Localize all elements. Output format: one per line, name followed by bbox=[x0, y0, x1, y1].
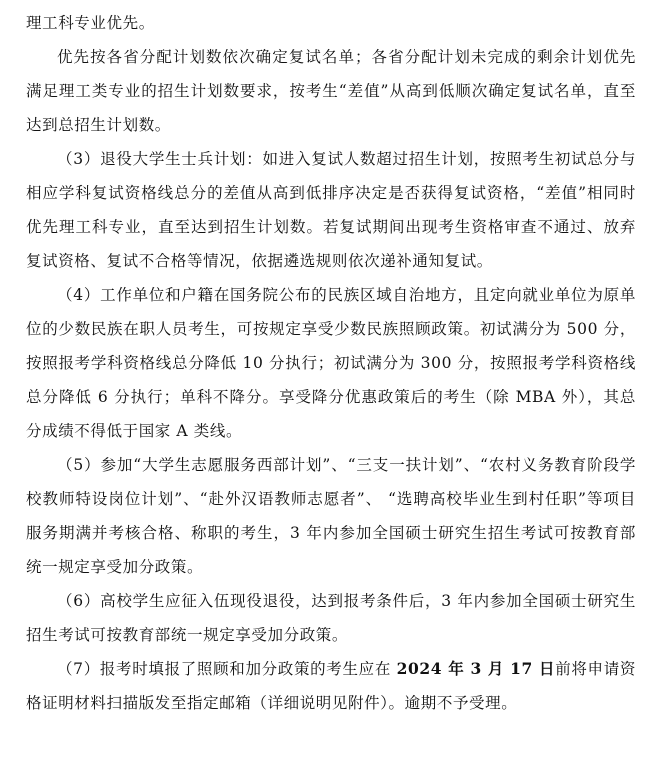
paragraph-item-3-veteran-plan: （3）退役大学生士兵计划：如进入复试人数超过招生计划，按照考生初试总分与相应学科复试资格线总分的差值从高到低排序决定是否获得复试资格，“差值”相同时优先理工科专业，直至达到招生计划数。若复试期间出现考生资格审查不通过、放弃复试资格、复试不合格等情况，依据遴选规则依次递补通知复试。 bbox=[26, 150, 636, 270]
paragraph-item-5-volunteer-plans: （5）参加“大学生志愿服务西部计划”、“三支一扶计划”、“农村义务教育阶段学校教师特设岗位计划”、“赴外汉语教师志愿者”、 “选聘高校毕业生到村任职”等项目服务期满并考核合格、称职的考生，3 年内参加全国硕士研究生招生考试可按教育部统一规定享受加分政策。 bbox=[26, 456, 636, 576]
paragraph-provincial-allocation: 优先按各省分配计划数依次确定复试名单；各省分配计划未完成的剩余计划优先满足理工类专业的招生计划数要求，按考生“差值”从高到低顺次确定复试名单，直至达到总招生计划数。 bbox=[26, 48, 636, 134]
paragraph-continuation: 理工科专业优先。 bbox=[26, 14, 155, 32]
deadline-text-after: 前将申请资格证明材料扫描版发至指定邮箱（详细说明见附件）。逾期不予受理。 bbox=[26, 660, 636, 712]
paragraph-item-6-enlisted-students: （6）高校学生应征入伍现役退役，达到报考条件后，3 年内参加全国硕士研究生招生考试可按教育部统一规定享受加分政策。 bbox=[26, 592, 636, 644]
paragraph-item-4-ethnic-minority-policy: （4）工作单位和户籍在国务院公布的民族区域自治地方，且定向就业单位为原单位的少数民族在职人员考生，可按规定享受少数民族照顾政策。初试满分为 500 分，按照报考学科资格线总分降低 10 分执行；初试满分为 300 分，按照报考学科资格线总分降低 6 分执行；单科不降分。享受降分优惠政策后的考生（除 MBA 外），其总分成绩不得低于国家 A 类线。 bbox=[26, 286, 636, 440]
deadline-text-before: （7）报考时填报了照顾和加分政策的考生应在 bbox=[57, 660, 397, 678]
deadline-date: 2024 年 3 月 17 日 bbox=[396, 659, 556, 678]
paragraph-item-7-deadline bbox=[26, 652, 636, 720]
